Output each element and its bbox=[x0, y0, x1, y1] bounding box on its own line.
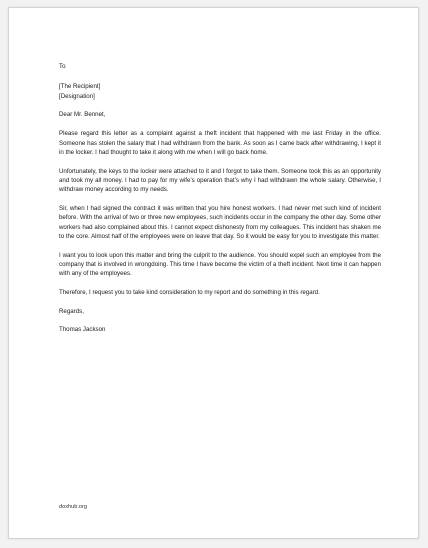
letter-body bbox=[59, 62, 381, 335]
paragraph-request-action: I want you to look upon this matter and bring the culprit to the audience. You should expel such an employee from the company that is involved in wrongdoing. This time I have become the victim of a theft incident. Next time it can happen with any of the employees. bbox=[59, 251, 381, 278]
paragraph-contract: Sir, when I had signed the contract it was written that you hire honest workers. I had never met such kind of incident before. With the arrival of two or three new employees, such incidents occur in the company the other day. Some other workers had also complained about this. I cannot expect dishonesty from my colleagues. This incident has shaken me to the core. Almost half of the employees were on leave that day. So it would be easy for you to investigate this matter. bbox=[59, 205, 381, 241]
designation-placeholder: [Designation] bbox=[59, 92, 95, 100]
closing: Regards, bbox=[59, 307, 84, 315]
signature-name: Thomas Jackson bbox=[59, 326, 106, 334]
recipient-placeholder: [The Recipient] bbox=[59, 83, 101, 91]
source-footer: doxhub.org bbox=[59, 504, 87, 510]
paragraph-conclusion: Therefore, I request you to take kind consideration to my report and do something in this regard. bbox=[59, 289, 320, 297]
salutation: Dear Mr. Bennet, bbox=[59, 111, 106, 119]
paragraph-locker-keys: Unfortunately, the keys to the locker were attached to it and I forgot to take them. Someone took this as an opportunity and took my all money. I had to pay for my wife’s operation that’s why I had withdrawn the whole salary. Otherwise, I withdraw money according to my needs. bbox=[59, 167, 381, 194]
paragraph-complaint: Please regard this letter as a complaint against a theft incident that happened with me last Friday in the office. Someone has stolen the salary that I had withdrawn from the bank. As soon as I came back after withdrawing, I kept it in the locker. I had thought to take it along with me when I will go back home. bbox=[59, 130, 381, 156]
letter-page bbox=[8, 7, 419, 539]
to-label: To bbox=[59, 63, 66, 70]
